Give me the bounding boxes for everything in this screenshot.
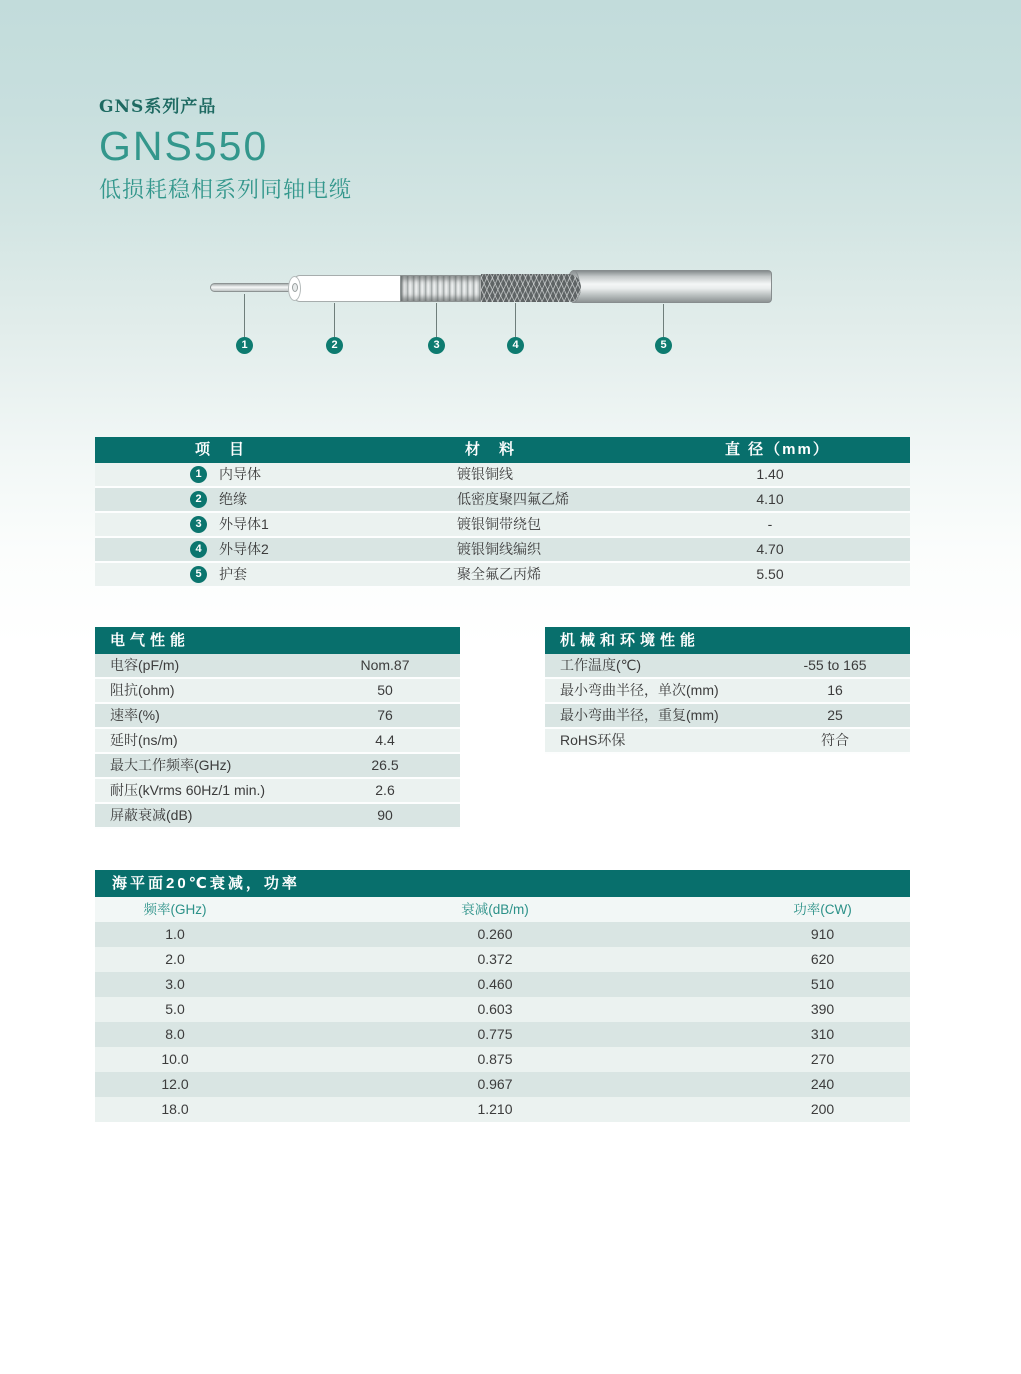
item-label: 外导体2 [219,541,269,557]
material-cell: 聚全氟乙丙烯 [457,566,541,582]
callout-line [334,303,335,337]
callout-badge-3: 3 [428,337,445,354]
item-number-badge: 4 [190,541,207,558]
spec-label: 最小弯曲半径，单次(mm) [560,682,719,698]
attenuation-table [95,870,910,1122]
spec-row [95,679,460,704]
attenuation-cell: 0.775 [477,1026,513,1042]
attenuation-table-title: 海平面20℃衰减，功率 [95,870,910,897]
power-cell: 510 [810,976,835,992]
spec-label: RoHS环保 [560,732,626,748]
item-cell [95,463,455,486]
callout-badge-1: 1 [236,337,253,354]
attenuation-cell: 0.875 [477,1051,513,1067]
spec-label: 最小弯曲半径，重复(mm) [560,707,719,723]
spec-value: 90 [377,807,393,823]
power-cell: 620 [810,951,835,967]
power-cell: 910 [810,926,835,942]
attenuation-table-header-row [95,897,910,922]
braid-layer [481,274,581,302]
frequency-cell: 5.0 [165,1001,185,1017]
item-number-badge: 5 [190,566,207,583]
electrical-table-title: 电气性能 [95,627,460,654]
material-cell: 镀银铜线编织 [457,541,541,557]
table-row [95,488,910,513]
spec-label: 速率(%) [110,707,160,723]
spec-label: 屏蔽衰减(dB) [110,807,193,823]
attenuation-row [95,947,910,972]
spec-row [545,704,910,729]
attenuation-row [95,997,910,1022]
table-row [95,513,910,538]
mechanical-table-rows [545,654,910,754]
spec-value: 4.4 [375,732,395,748]
material-cell: 镀银铜线 [457,466,513,482]
callout-badge-5: 5 [655,337,672,354]
spec-row [95,804,460,829]
callout-badge-2: 2 [326,337,343,354]
spec-value: 25 [827,707,843,723]
column-header: 频率(GHz) [143,902,207,917]
power-cell: 390 [810,1001,835,1017]
callout-line [515,303,516,337]
construction-table [95,437,910,588]
attenuation-table-rows [95,922,910,1122]
frequency-cell: 3.0 [165,976,185,992]
spec-value: 26.5 [371,757,399,773]
frequency-cell: 8.0 [165,1026,185,1042]
diameter-cell: 4.10 [756,491,784,507]
attenuation-row [95,1072,910,1097]
column-header-material: 材 料 [465,441,517,458]
product-title: GNS550 [99,123,269,169]
frequency-cell: 2.0 [165,951,185,967]
table-row [95,538,910,563]
diameter-cell: - [767,516,773,532]
spec-row [545,729,910,754]
spec-label: 延时(ns/m) [110,732,178,748]
tape-wrap-layer [400,275,484,302]
column-header: 功率(CW) [793,902,852,917]
item-label: 内导体 [219,466,261,482]
diameter-cell: 4.70 [756,541,784,557]
column-header-diameter: 直 径（mm） [725,441,830,458]
spec-row [95,704,460,729]
spec-row [95,729,460,754]
frequency-cell: 18.0 [161,1101,189,1117]
spec-row [95,654,460,679]
attenuation-cell: 0.967 [477,1076,513,1092]
spec-label: 工作温度(℃) [560,657,642,673]
table-row [95,563,910,588]
item-label: 护套 [219,566,247,582]
item-cell [95,563,455,586]
attenuation-cell: 1.210 [477,1101,513,1117]
dielectric-layer [291,275,403,302]
spec-label: 耐压(kVrms 60Hz/1 min.) [110,782,266,798]
attenuation-cell: 0.460 [477,976,513,992]
item-cell [95,513,455,536]
spec-label: 电容(pF/m) [110,657,180,673]
power-cell: 270 [810,1051,835,1067]
diameter-cell: 5.50 [756,566,784,582]
mechanical-table-title: 机械和环境性能 [545,627,910,654]
callout-line [436,303,437,337]
attenuation-row [95,1022,910,1047]
power-cell: 200 [810,1101,835,1117]
diameter-cell: 1.40 [756,466,784,482]
spec-value: 50 [377,682,393,698]
column-header: 衰减(dB/m) [461,902,529,917]
spec-row [95,779,460,804]
spec-label: 阻抗(ohm) [110,682,175,698]
attenuation-row [95,1097,910,1122]
attenuation-row [95,972,910,997]
spec-label: 最大工作频率(GHz) [110,757,232,773]
attenuation-cell: 0.603 [477,1001,513,1017]
column-header-item: 项 目 [195,441,247,458]
item-label: 外导体1 [219,516,269,532]
spec-row [545,654,910,679]
callout-line [663,304,664,337]
series-label: GNS系列产品 [99,97,217,117]
spec-value: 符合 [821,732,849,748]
spec-value: -55 to 165 [803,657,867,673]
mechanical-table [545,627,910,754]
item-label: 绝缘 [219,491,247,507]
material-cell: 镀银铜带绕包 [457,516,541,532]
table-row [95,463,910,488]
attenuation-row [95,922,910,947]
item-cell [95,538,455,561]
spec-value: 16 [827,682,843,698]
attenuation-cell: 0.372 [477,951,513,967]
product-subtitle: 低损耗稳相系列同轴电缆 [99,177,353,203]
electrical-table-rows [95,654,460,829]
item-number-badge: 1 [190,466,207,483]
material-cell: 低密度聚四氟乙烯 [457,491,569,507]
spec-row [545,679,910,704]
frequency-cell: 12.0 [161,1076,189,1092]
callout-line [244,294,245,337]
attenuation-row [95,1047,910,1072]
spec-value: Nom.87 [360,657,410,673]
power-cell: 240 [810,1076,835,1092]
item-cell [95,488,455,511]
jacket-layer [572,270,772,303]
electrical-table [95,627,460,829]
spec-row [95,754,460,779]
spec-value: 2.6 [375,782,395,798]
spec-value: 76 [377,707,393,723]
construction-table-rows [95,463,910,588]
conductor-hole [292,283,298,292]
item-number-badge: 3 [190,516,207,533]
frequency-cell: 1.0 [165,926,185,942]
item-number-badge: 2 [190,491,207,508]
construction-table-header [95,437,910,463]
attenuation-cell: 0.260 [477,926,513,942]
callout-badge-4: 4 [507,337,524,354]
power-cell: 310 [810,1026,835,1042]
frequency-cell: 10.0 [161,1051,189,1067]
